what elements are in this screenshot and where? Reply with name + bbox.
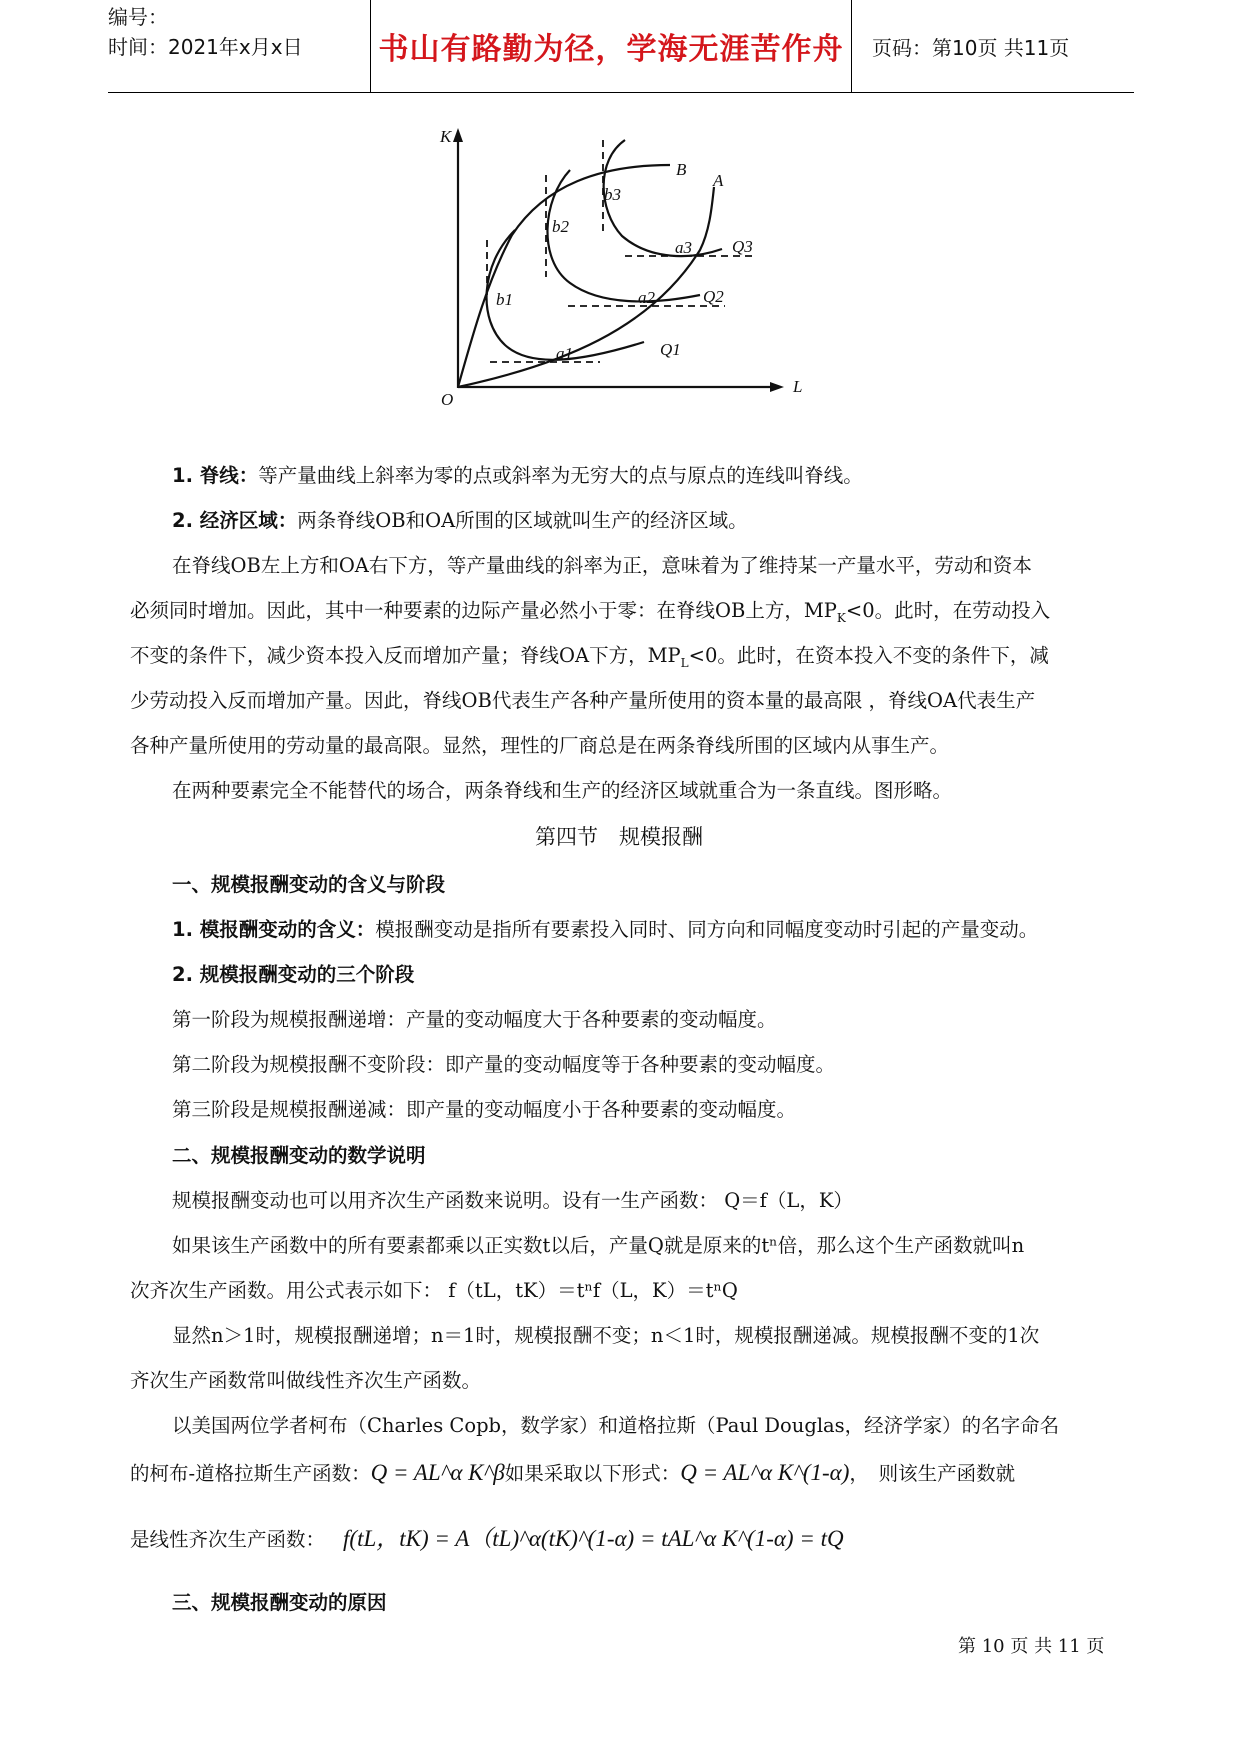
page-footer: 第 10 页 共 11 页 xyxy=(958,1636,1105,1657)
label-q2: Q2 xyxy=(703,287,724,306)
heading-sec1: 一、规模报酬变动的含义与阶段 xyxy=(172,873,446,896)
date-label: 时间：2021年x月x日 xyxy=(108,35,303,59)
item2-line xyxy=(172,508,748,534)
para1-line5: 各种产量所使用的劳动量的最高限。显然，理性的厂商总是在两条脊线所围的区域内从事生产。 xyxy=(130,734,950,757)
label-a3: a3 xyxy=(675,238,692,257)
math-line7: 的柯布-道格拉斯生产函数：Q = AL^α K^β如果采取以下形式：Q = AL^α K^(1-α)， 则该生产函数就 xyxy=(130,1460,1016,1485)
math-line4: 显然n＞1时，规模报酬递增；n＝1时，规模报酬不变；n＜1时，规模报酬递减。规模报酬不变的1次 xyxy=(172,1324,1040,1347)
math-line8: 是线性齐次生产函数： f(tL，tK) = A（tL)^α(tK)^(1-α) = tAL^α K^(1-α) = tQ xyxy=(130,1526,844,1551)
label-b3: b3 xyxy=(604,185,621,204)
motto-text: 书山有路勤为径，学海无涯苦作舟 xyxy=(378,32,844,67)
label-l: L xyxy=(793,377,803,396)
stage2: 第二阶段为规模报酬不变阶段：即产量的变动幅度等于各种要素的变动幅度。 xyxy=(172,1053,836,1076)
para2: 在两种要素完全不能替代的场合，两条脊线和生产的经济区域就重合为一条直线。图形略。 xyxy=(172,779,953,802)
math-line6: 以美国两位学者柯布（Charles Copb，数学家）和道格拉斯（Paul Douglas，经济学家）的名字命名 xyxy=(172,1414,1060,1437)
stage1: 第一阶段为规模报酬递增：产量的变动幅度大于各种要素的变动幅度。 xyxy=(172,1008,777,1031)
label-k: K xyxy=(440,127,452,146)
para1-line1: 在脊线OB左上方和OA右下方，等产量曲线的斜率为正，意味着为了维持某一产量水平，劳动和资本 xyxy=(172,554,1032,577)
item1-text: 等产量曲线上斜率为零的点或斜率为无穷大的点与原点的连线叫脊线。 xyxy=(258,464,863,487)
page-header xyxy=(108,0,1134,93)
header-center xyxy=(370,0,852,92)
header-left xyxy=(108,0,370,94)
heading-sec2: 二、规模报酬变动的数学说明 xyxy=(172,1144,426,1167)
label-b1: b1 xyxy=(496,290,513,309)
para1-line4: 少劳动投入反而增加产量。因此，脊线OB代表生产各种产量所使用的资本量的最高限 ，脊线OA代表生产 xyxy=(130,689,1036,712)
label-q1: Q1 xyxy=(660,340,681,359)
label-b: B xyxy=(676,160,687,179)
label-origin: O xyxy=(441,390,454,409)
page-label: 页码：第10页 共11页 xyxy=(872,35,1070,60)
para1-line2: 必须同时增加。因此，其中一种要素的边际产量必然小于零：在脊线OB上方，$MP_K<0$。此时，在劳动投入 xyxy=(130,599,1051,625)
para1-line3: 不变的条件下，减少资本投入反而增加产量；脊线OA下方，$MP_L<0$。此时，在资本投入不变的条件下，减 xyxy=(130,644,1049,670)
item1-head: 1. 脊线： xyxy=(172,464,259,487)
serial-label: 编号： xyxy=(108,5,168,29)
math-line1: 规模报酬变动也可以用齐次生产函数来说明。设有一生产函数： Q＝f（L，K） xyxy=(172,1189,853,1212)
label-a1: a1 xyxy=(556,344,573,363)
stage3: 第三阶段是规模报酬递减：即产量的变动幅度小于各种要素的变动幅度。 xyxy=(172,1098,797,1121)
label-a2: a2 xyxy=(638,288,655,307)
ridge-line-figure xyxy=(430,122,830,412)
item1-line xyxy=(172,463,863,489)
linear-cobb-douglas-formula: Q = AL^α K^(1-α) xyxy=(680,1460,850,1485)
header-right xyxy=(852,0,1152,92)
s1-item1-line: 1. 模报酬变动的含义：模报酬变动是指所有要素投入同时、同方向和同幅度变动时引起的产量变动。 xyxy=(172,918,1039,941)
s1-item2: 2. 规模报酬变动的三个阶段 xyxy=(172,963,415,986)
item2-head: 2. 经济区域： xyxy=(172,509,298,532)
math-line5: 齐次生产函数常叫做线性齐次生产函数。 xyxy=(130,1369,482,1392)
math-line2: 如果该生产函数中的所有要素都乘以正实数t以后，产量Q就是原来的tⁿ倍，那么这个生产函数就叫n xyxy=(172,1234,1025,1257)
label-b2: b2 xyxy=(552,217,569,236)
item2-text: 两条脊线OB和OA所围的区域就叫生产的经济区域。 xyxy=(297,509,748,532)
heading-sec3: 三、规模报酬变动的原因 xyxy=(172,1591,387,1614)
math-line3: 次齐次生产函数。用公式表示如下： f（tL，tK）＝tⁿf（L，K）＝tⁿQ xyxy=(130,1279,738,1302)
label-q3: Q3 xyxy=(732,237,753,256)
cobb-douglas-formula: Q = AL^α K^β xyxy=(370,1460,505,1485)
label-a: A xyxy=(713,171,724,190)
section-title: 第四节 规模报酬 xyxy=(535,825,703,849)
linear-homogeneous-formula: f(tL，tK) = A（tL)^α(tK)^(1-α) = tAL^α K^(1-α) = tQ xyxy=(343,1526,844,1551)
